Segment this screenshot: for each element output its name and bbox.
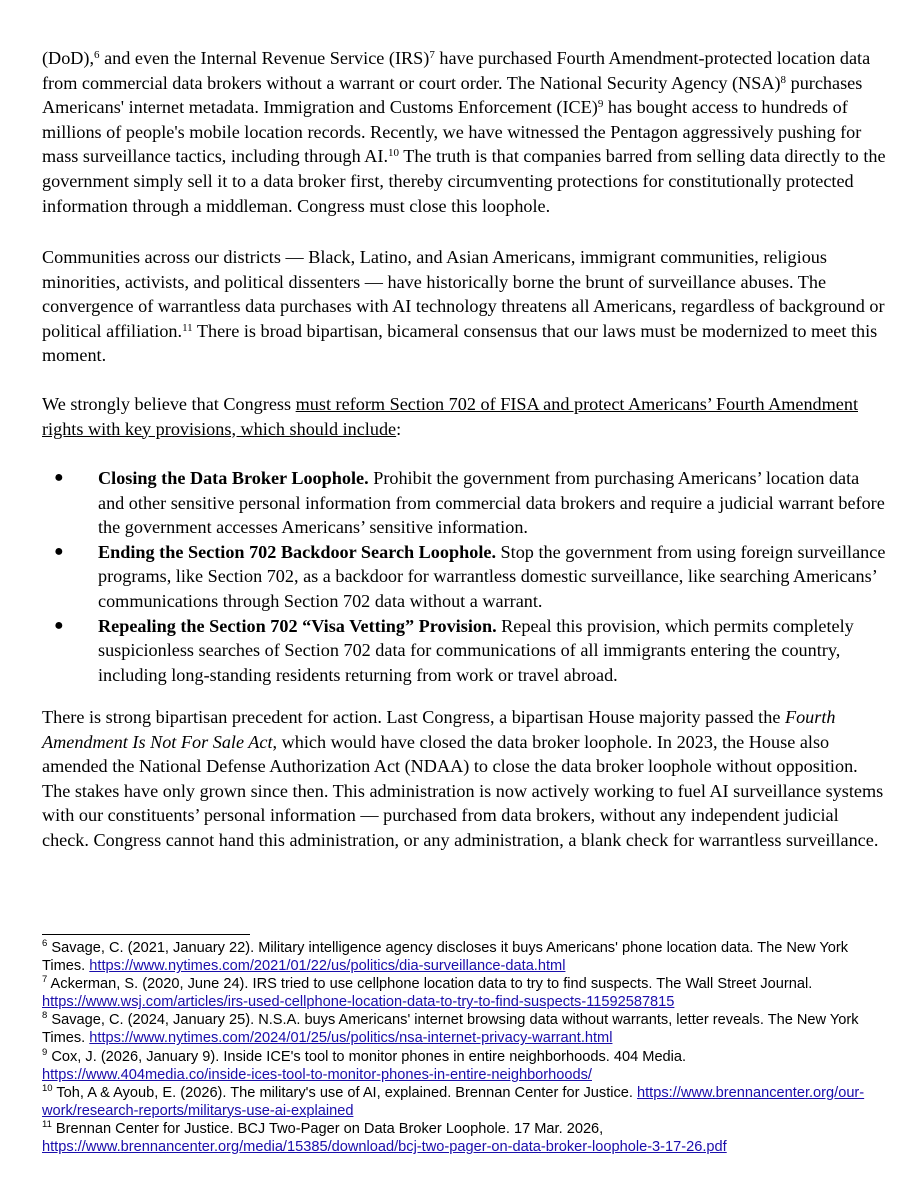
- footnote-link[interactable]: https://www.404media.co/inside-ices-tool-to-monitor-phones-in-entire-neighborhoods/: [42, 1066, 592, 1083]
- footnote-text: Savage, C. (2021, January 22). Military intelligence agency discloses it buys Americans' phone location data. The New York Times.: [42, 940, 849, 975]
- paragraph-reform-intro: [42, 392, 887, 441]
- footnote-text: Toh, A & Ayoub, E. (2026). The military's use of AI, explained. Brennan Center for Justice.: [52, 1084, 638, 1101]
- footnote-item: [42, 1084, 892, 1120]
- list-item: [42, 540, 887, 614]
- footnote-number: 7: [42, 974, 48, 986]
- underlined-text: must reform Section 702 of FISA and protect Americans’ Fourth Amendment rights with key provisions, which should include: [42, 394, 858, 439]
- footnote-text: Brennan Center for Justice. BCJ Two-Pager on Data Broker Loophole. 17 Mar. 2026,: [51, 1120, 604, 1137]
- text-span: There is broad bipartisan, bicameral consensus that our laws must be modernized to meet this moment.: [42, 320, 878, 366]
- text-span: The truth is that companies barred from selling data directly to the government simply sell it to a data broker first, thereby circumventing protections for constitutionally protected information through a middleman. Congress must close this loophole.: [42, 146, 886, 216]
- footnote-text: Ackerman, S. (2020, June 24). IRS tried to use cellphone location data to try to find suspects. The Wall Street Journal.: [47, 976, 813, 993]
- footnote-item: [42, 1120, 892, 1156]
- footnote-item: [42, 1048, 892, 1084]
- text-span: and even the Internal Revenue Service (IRS): [99, 48, 430, 68]
- bullet-marker: ●: [54, 616, 64, 634]
- bullet-text: Prohibit the government from purchasing Americans’ location data and other sensitive personal information from commercial data brokers and require a judicial warrant before the government accesses Americans’ sensitive information.: [98, 468, 885, 538]
- footnotes: [42, 939, 892, 1156]
- footnote-number: 11: [42, 1119, 52, 1131]
- text-span: has bought access to hundreds of millions of people's mobile location records. Recently, we have witnessed the Pentagon aggressively pushing for mass surveillance tactics, including through AI.: [42, 97, 862, 167]
- bullet-text: Stop the government from using foreign surveillance programs, like Section 702, as a backdoor for warrantless domestic surveillance, like searching Americans’ communications through Section 702 data without a warrant.: [98, 541, 886, 611]
- bullet-title: Repealing the Section 702 “Visa Vetting” Provision.: [98, 615, 497, 636]
- bullet-title: Closing the Data Broker Loophole.: [98, 468, 369, 488]
- footnote-number: 8: [42, 1010, 48, 1022]
- paragraph-precedent: [42, 705, 887, 853]
- footnote-ref-10[interactable]: 10: [388, 147, 399, 160]
- bullet-marker: ●: [54, 469, 64, 486]
- footnote-link[interactable]: https://www.wsj.com/articles/irs-used-cellphone-location-data-to-try-to-find-suspects-11592587815: [42, 994, 675, 1011]
- text-span: (DoD),: [42, 48, 95, 68]
- text-span: have purchased Fourth Amendment-protected location data from commercial data brokers without a warrant or court order. The National Security Agency (NSA): [42, 48, 871, 93]
- footnote-separator: [42, 934, 250, 935]
- footnote-ref-11[interactable]: 11: [182, 321, 193, 334]
- footnote-number: 6: [42, 938, 48, 950]
- footnote-item: [42, 1011, 892, 1047]
- paragraph-communities: [42, 245, 887, 368]
- bullet-title: Ending the Section 702 Backdoor Search Loophole.: [98, 541, 496, 562]
- text-span: purchases Americans' internet metadata. Immigration and Customs Enforcement (ICE): [42, 72, 863, 118]
- footnote-text: Savage, C. (2024, January 25). N.S.A. buys Americans' internet browsing data without warrants, letter reveals. The New York Times.: [42, 1012, 859, 1047]
- footnote-ref-6[interactable]: 6: [94, 48, 100, 61]
- text-span: Communities across our districts — Black, Latino, and Asian Americans, immigrant communities, religious minorities, activists, and political dissenters — have historically borne the brunt of surveillance abuses. The convergence of warrantless data purchases with AI technology threatens all Americans, regardless of background or political affiliation.: [42, 247, 885, 341]
- text-span: There is strong bipartisan precedent for action. Last Congress, a bipartisan House majority passed the: [42, 707, 785, 727]
- footnote-ref-8[interactable]: 8: [780, 73, 787, 86]
- bullet-marker: ●: [54, 542, 64, 560]
- provisions-list: [42, 466, 887, 687]
- footnote-link[interactable]: https://www.nytimes.com/2021/01/22/us/politics/dia-surveillance-data.html: [89, 958, 566, 975]
- list-item: [42, 614, 887, 688]
- footnote-number: 9: [42, 1046, 48, 1058]
- text-span: We strongly believe that Congress: [42, 394, 296, 414]
- footnote-link[interactable]: https://www.brennancenter.org/our-work/research-reports/militarys-use-ai-explained: [42, 1084, 865, 1119]
- footnote-link[interactable]: https://www.nytimes.com/2024/01/25/us/politics/nsa-internet-privacy-warrant.html: [89, 1030, 613, 1047]
- footnote-item: [42, 939, 892, 975]
- footnote-ref-9[interactable]: 9: [597, 98, 604, 111]
- text-span: :: [396, 418, 402, 439]
- paragraph-agencies-purchases: [42, 46, 887, 218]
- list-item: [42, 466, 887, 540]
- footnote-ref-7[interactable]: 7: [429, 48, 435, 61]
- text-span: , which would have closed the data broker loophole. In 2023, the House also amended the National Defense Authorization Act (NDAA) to close the data broker loophole without opposition. The stakes have only grown since then. This administration is now actively working to fuel AI surveillance systems with our constituents’ personal information — purchased from data brokers, without any independent judicial check. Congress cannot hand this administration, or any administration, a blank check for warrantless surveillance.: [42, 731, 884, 850]
- act-title: Fourth Amendment Is Not For Sale Act: [42, 707, 836, 752]
- footnote-item: [42, 975, 892, 1011]
- bullet-text: Repeal this provision, which permits completely suspicionless searches of Section 702 data for communications of all immigrants entering the country, including long-standing residents returning from work or travel abroad.: [98, 615, 854, 685]
- footnote-text: Cox, J. (2026, January 9). Inside ICE's tool to monitor phones in entire neighborhoods. 404 Media.: [47, 1048, 687, 1065]
- footnote-number: 10: [42, 1082, 53, 1094]
- footnote-link[interactable]: https://www.brennancenter.org/media/15385/download/bcj-two-pager-on-data-broker-loophole-3-17-26.pdf: [42, 1139, 727, 1156]
